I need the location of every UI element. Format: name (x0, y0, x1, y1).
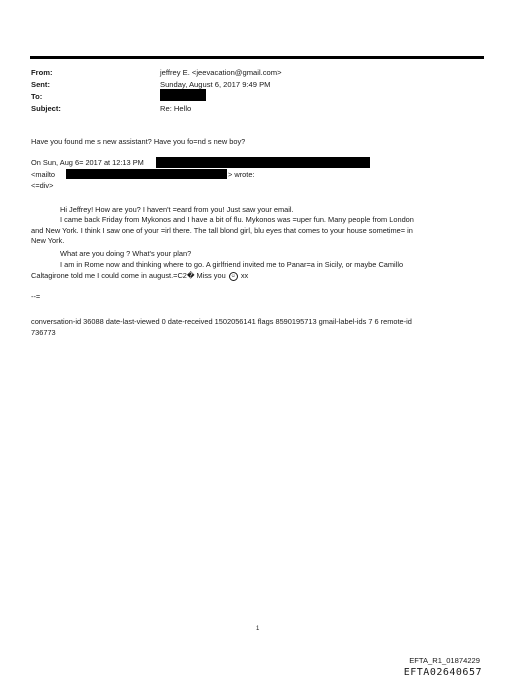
subject-value: Re: Hello (160, 104, 192, 113)
wrote-suffix: > wrote: (228, 170, 255, 179)
to-redaction (160, 89, 206, 101)
div-tag: <=div> (31, 181, 54, 190)
bates-number-small: EFTA_R1_01874229 (409, 656, 480, 665)
sender-redaction (156, 157, 370, 168)
quoted-line-1: Hi Jeffrey! How are you? I haven't =eard from you! Just saw your email. (60, 205, 294, 214)
quoted-line-6: I am in Rome now and thinking where to go. A girlfriend invited me to Panar=a in Sicily, or maybe Camillo (60, 260, 404, 269)
mailto-prefix: <mailto (31, 170, 56, 179)
quoted-line-5: What are you doing ? What's your plan? (60, 249, 192, 258)
sent-label: Sent: (31, 80, 50, 89)
mailto-redaction (66, 169, 227, 179)
quote-intro (31, 158, 144, 168)
separator: --= (31, 292, 41, 301)
quote-intro-text: On Sun, Aug 6= 2017 at 12:13 PM (31, 158, 144, 167)
subject-label: Subject: (31, 104, 61, 113)
smiley-face-icon: ☺ (230, 272, 236, 279)
quoted-line-3: and New York. I think I saw one of your =irl there. The tall blond girl, blu eyes that comes to your house sometime= in (31, 226, 413, 235)
quoted-line-7-tail: xx (240, 271, 249, 280)
from-label: From: (31, 68, 53, 77)
metadata-line-1: conversation-id 36088 date-last-viewed 0 date-received 1502056141 flags 8590195713 gmail-label-ids 7 6 remote-id (31, 317, 412, 326)
to-label: To: (31, 92, 43, 101)
quoted-line-7-text: Caltagirone told me I could come in august.=C2� Miss you (31, 271, 226, 280)
from-value: jeffrey E. <jeevacation@gmail.com> (160, 68, 282, 77)
reply-line: Have you found me s new assistant? Have you fo=nd s new boy? (31, 137, 246, 146)
metadata-line-2: 736773 (31, 328, 56, 337)
quoted-line-7 (31, 271, 248, 281)
quoted-line-4: New York. (31, 236, 65, 245)
bates-number-large: EFTA02640657 (403, 667, 482, 678)
page-number: 1 (256, 626, 260, 632)
quoted-line-2: I came back Friday from Mykonos and I have a bit of flu. Mykonos was =uper fun. Many people from London (60, 215, 414, 224)
sent-value: Sunday, August 6, 2017 9:49 PM (160, 80, 271, 89)
header-rule (30, 56, 484, 59)
